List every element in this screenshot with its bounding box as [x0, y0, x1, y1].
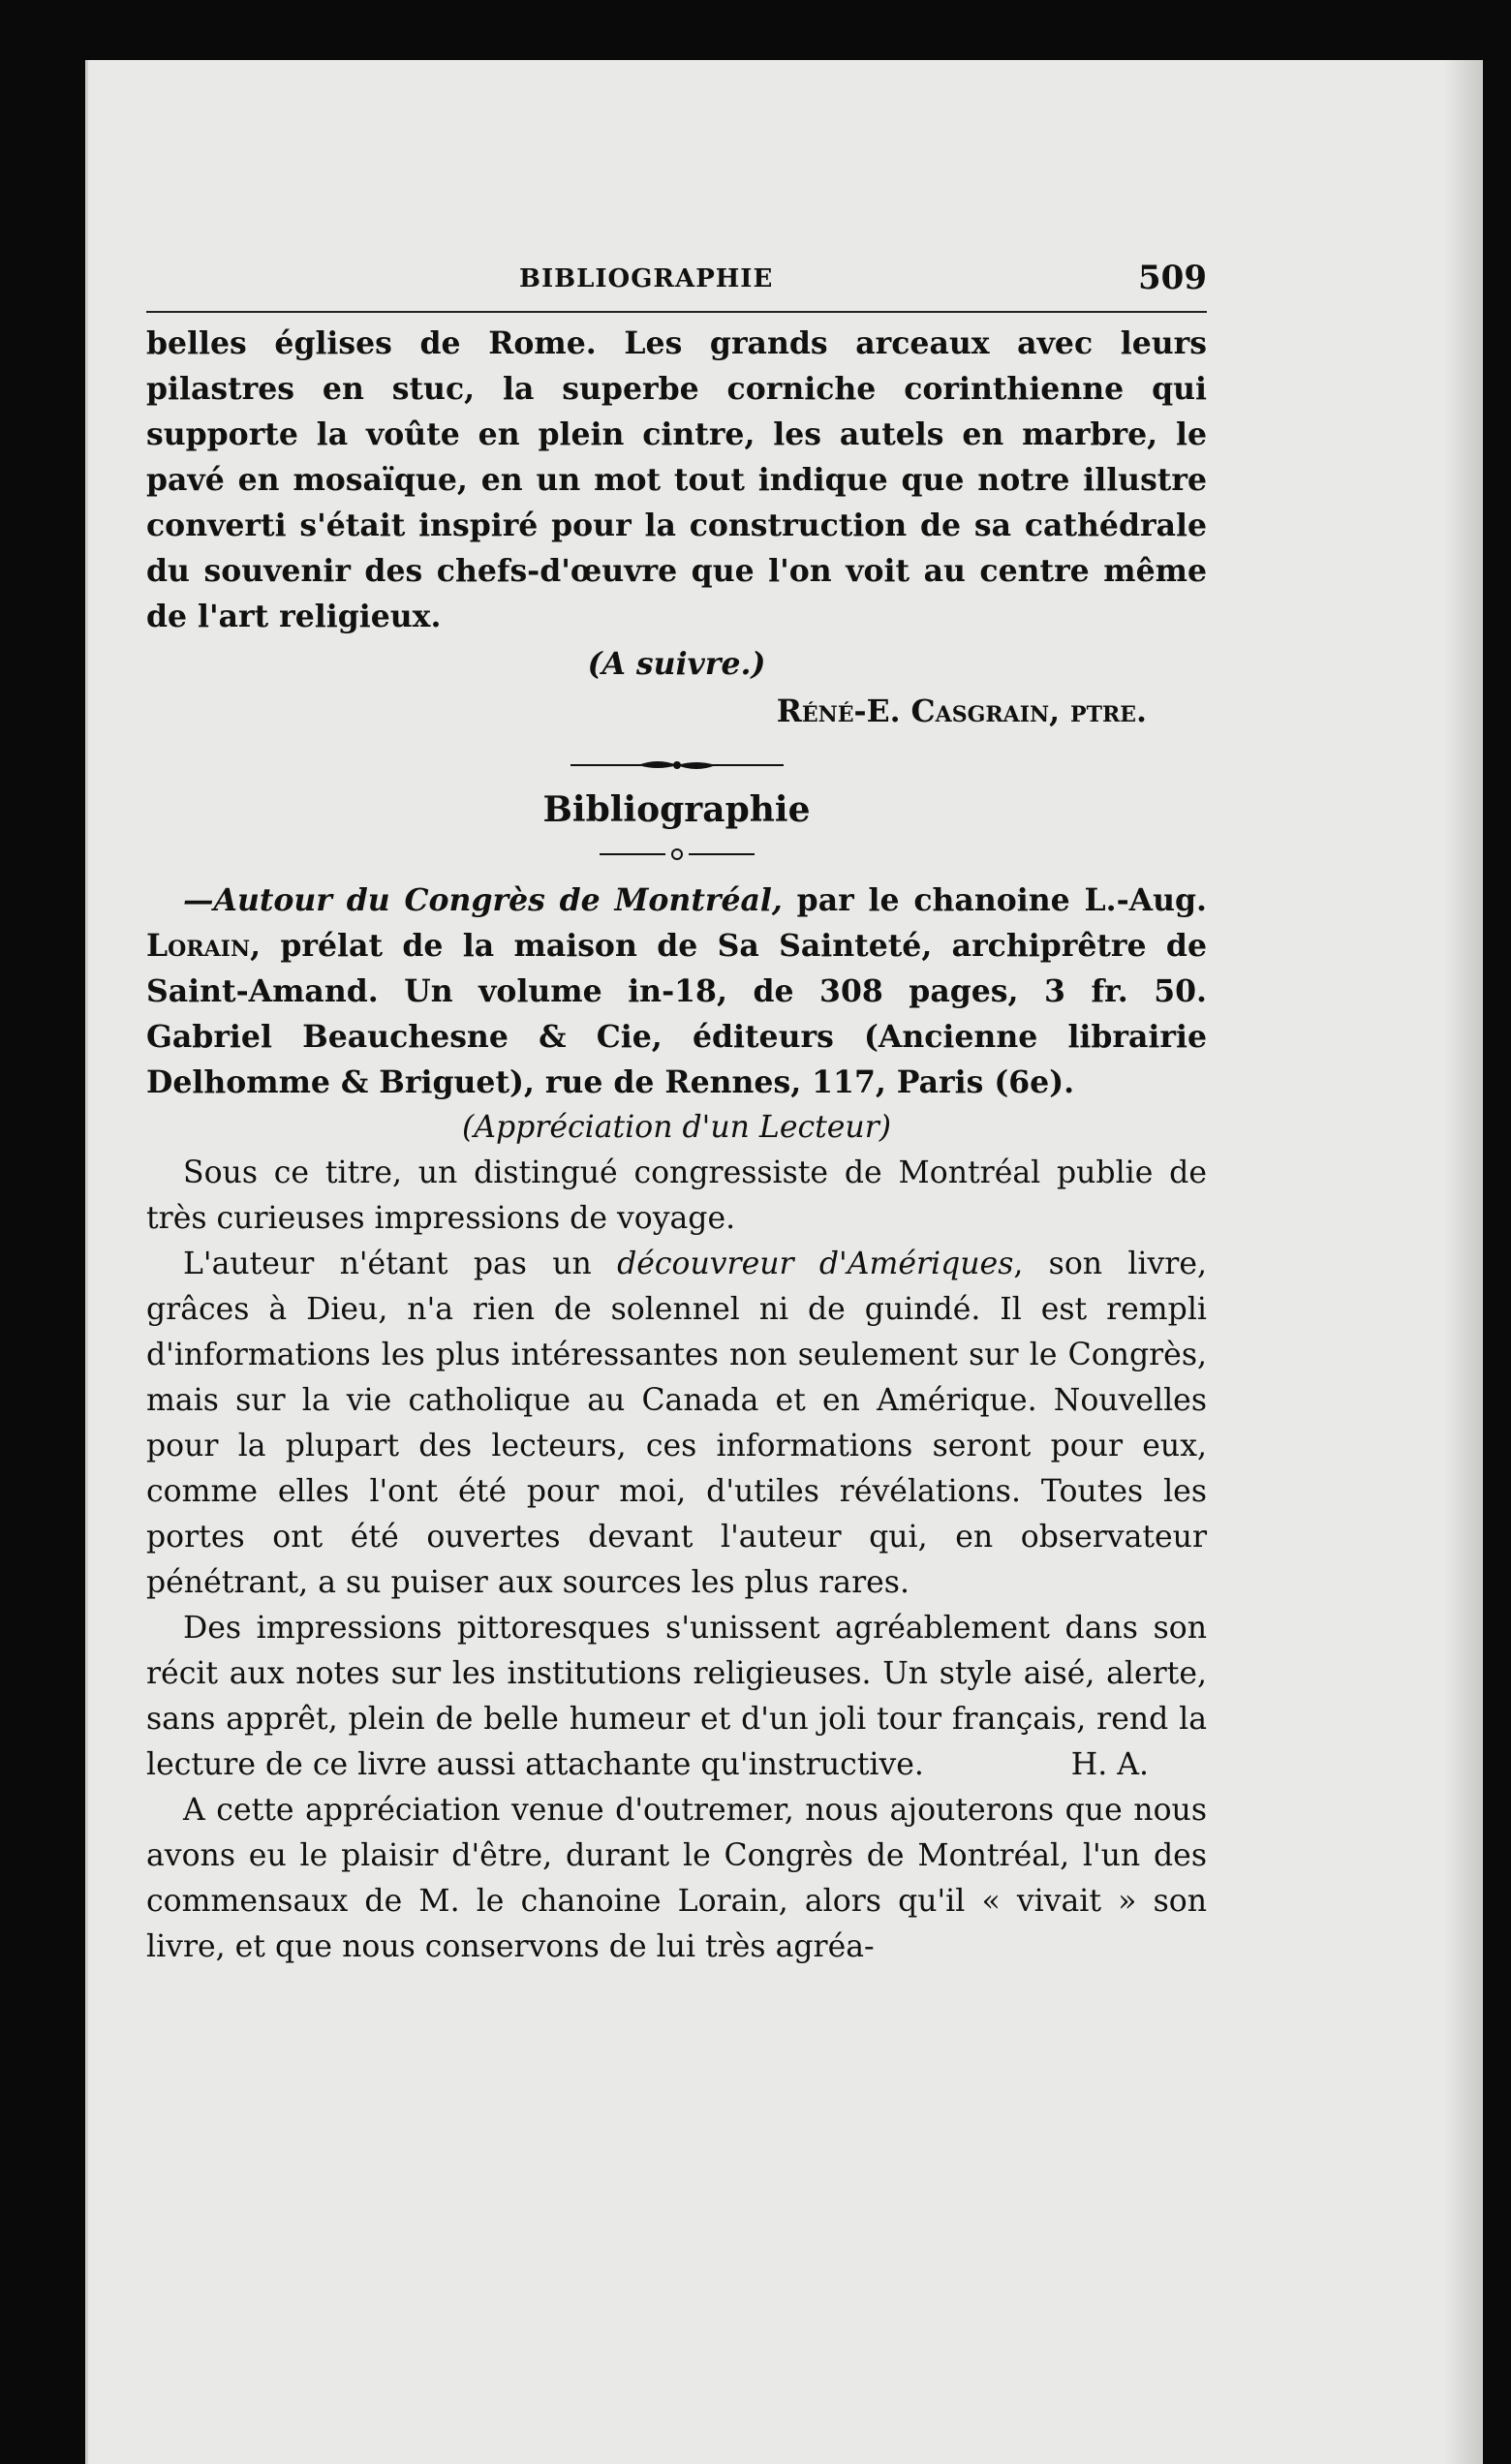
book-author: Lorain [146, 928, 251, 964]
review-paragraph-2-emphasis: découvreur d'Amériques [617, 1247, 1014, 1281]
ornamental-divider [570, 755, 784, 775]
page-number: 509 [1138, 259, 1207, 297]
book-page [85, 60, 1483, 2464]
page-edge-shadow [1444, 60, 1483, 2464]
running-title: BIBLIOGRAPHIE [519, 264, 774, 293]
section-heading: Bibliographie [542, 789, 811, 830]
review-paragraph-1: Sous ce titre, un distingué congressiste de Montréal publie de très curieuses impressions de voyage. [146, 1155, 1207, 1236]
page-content [146, 259, 1207, 1970]
author-signature: Réné-E. Casgrain, ptre. [776, 693, 1147, 729]
appreciation-label: (Appréciation d'un Lecteur) [461, 1110, 892, 1145]
review-paragraph-2-b: , son livre, grâces à Dieu, n'a rien de solennel ni de guindé. Il est rempli d'informations les plus intéressantes non seulement sur le Congrès, mais sur la vie catholique au Canada et en Amérique. Nouvelles pour la plupart des lecteurs, ces informations seront pour eux, comme elles l'ont été pour moi, d'utiles révélations. Toutes les portes ont été ouvertes devant l'auteur qui, en observateur pénétrant, a su puiser aux sources les plus rares. [146, 1247, 1207, 1600]
review-paragraph-2-a: L'auteur n'étant pas un [183, 1247, 618, 1281]
entry-text-2: , prélat de la maison de Sa Sainteté, archiprêtre de Saint-Amand. Un volume in-18, de 308 pages, 3 fr. 50. Gabriel Beauchesne & Cie, éditeurs (Ancienne librairie Delhomme & Briguet), rue de Rennes, 117, Paris (6e). [146, 928, 1207, 1100]
entry-text-1: par le chanoine L.-Aug. [782, 882, 1208, 918]
bibliographic-entry [146, 878, 1207, 1105]
review-paragraph-2 [146, 1242, 1207, 1606]
article-closing-paragraph: belles églises de Rome. Les grands arceaux avec leurs pilastres en stuc, la superbe corniche corinthienne qui supporte la voûte en plein cintre, les autels en marbre, le pavé en mosaïque, en un mot tout indique que notre illustre converti s'était inspiré pour la construction de sa cathédrale du souvenir des chefs-d'œuvre que l'on voit au centre même de l'art religieux. [146, 325, 1207, 634]
running-header [146, 259, 1207, 313]
reviewer-initials: H. A. [1070, 1747, 1149, 1782]
review-paragraph-3: Des impressions pittoresques s'unissent agréablement dans son récit aux notes sur les institutions religieuses. Un style aisé, alerte, sans apprêt, plein de belle humeur et d'un joli tour français, rend la lecture de ce livre aussi attachante qu'instructive. [146, 1611, 1207, 1782]
small-rule-divider [600, 845, 755, 864]
book-title: —Autour du Congrès de Montréal, [183, 882, 783, 918]
editor-paragraph: A cette appréciation venue d'outremer, nous ajouterons que nous avons eu le plaisir d'être, durant le Congrès de Montréal, l'un des commensaux de M. le chanoine Lorain, alors qu'il « vivait » son livre, et que nous conservons de lui très agréa- [146, 1793, 1207, 1964]
continuation-note: (A suivre.) [587, 646, 766, 682]
